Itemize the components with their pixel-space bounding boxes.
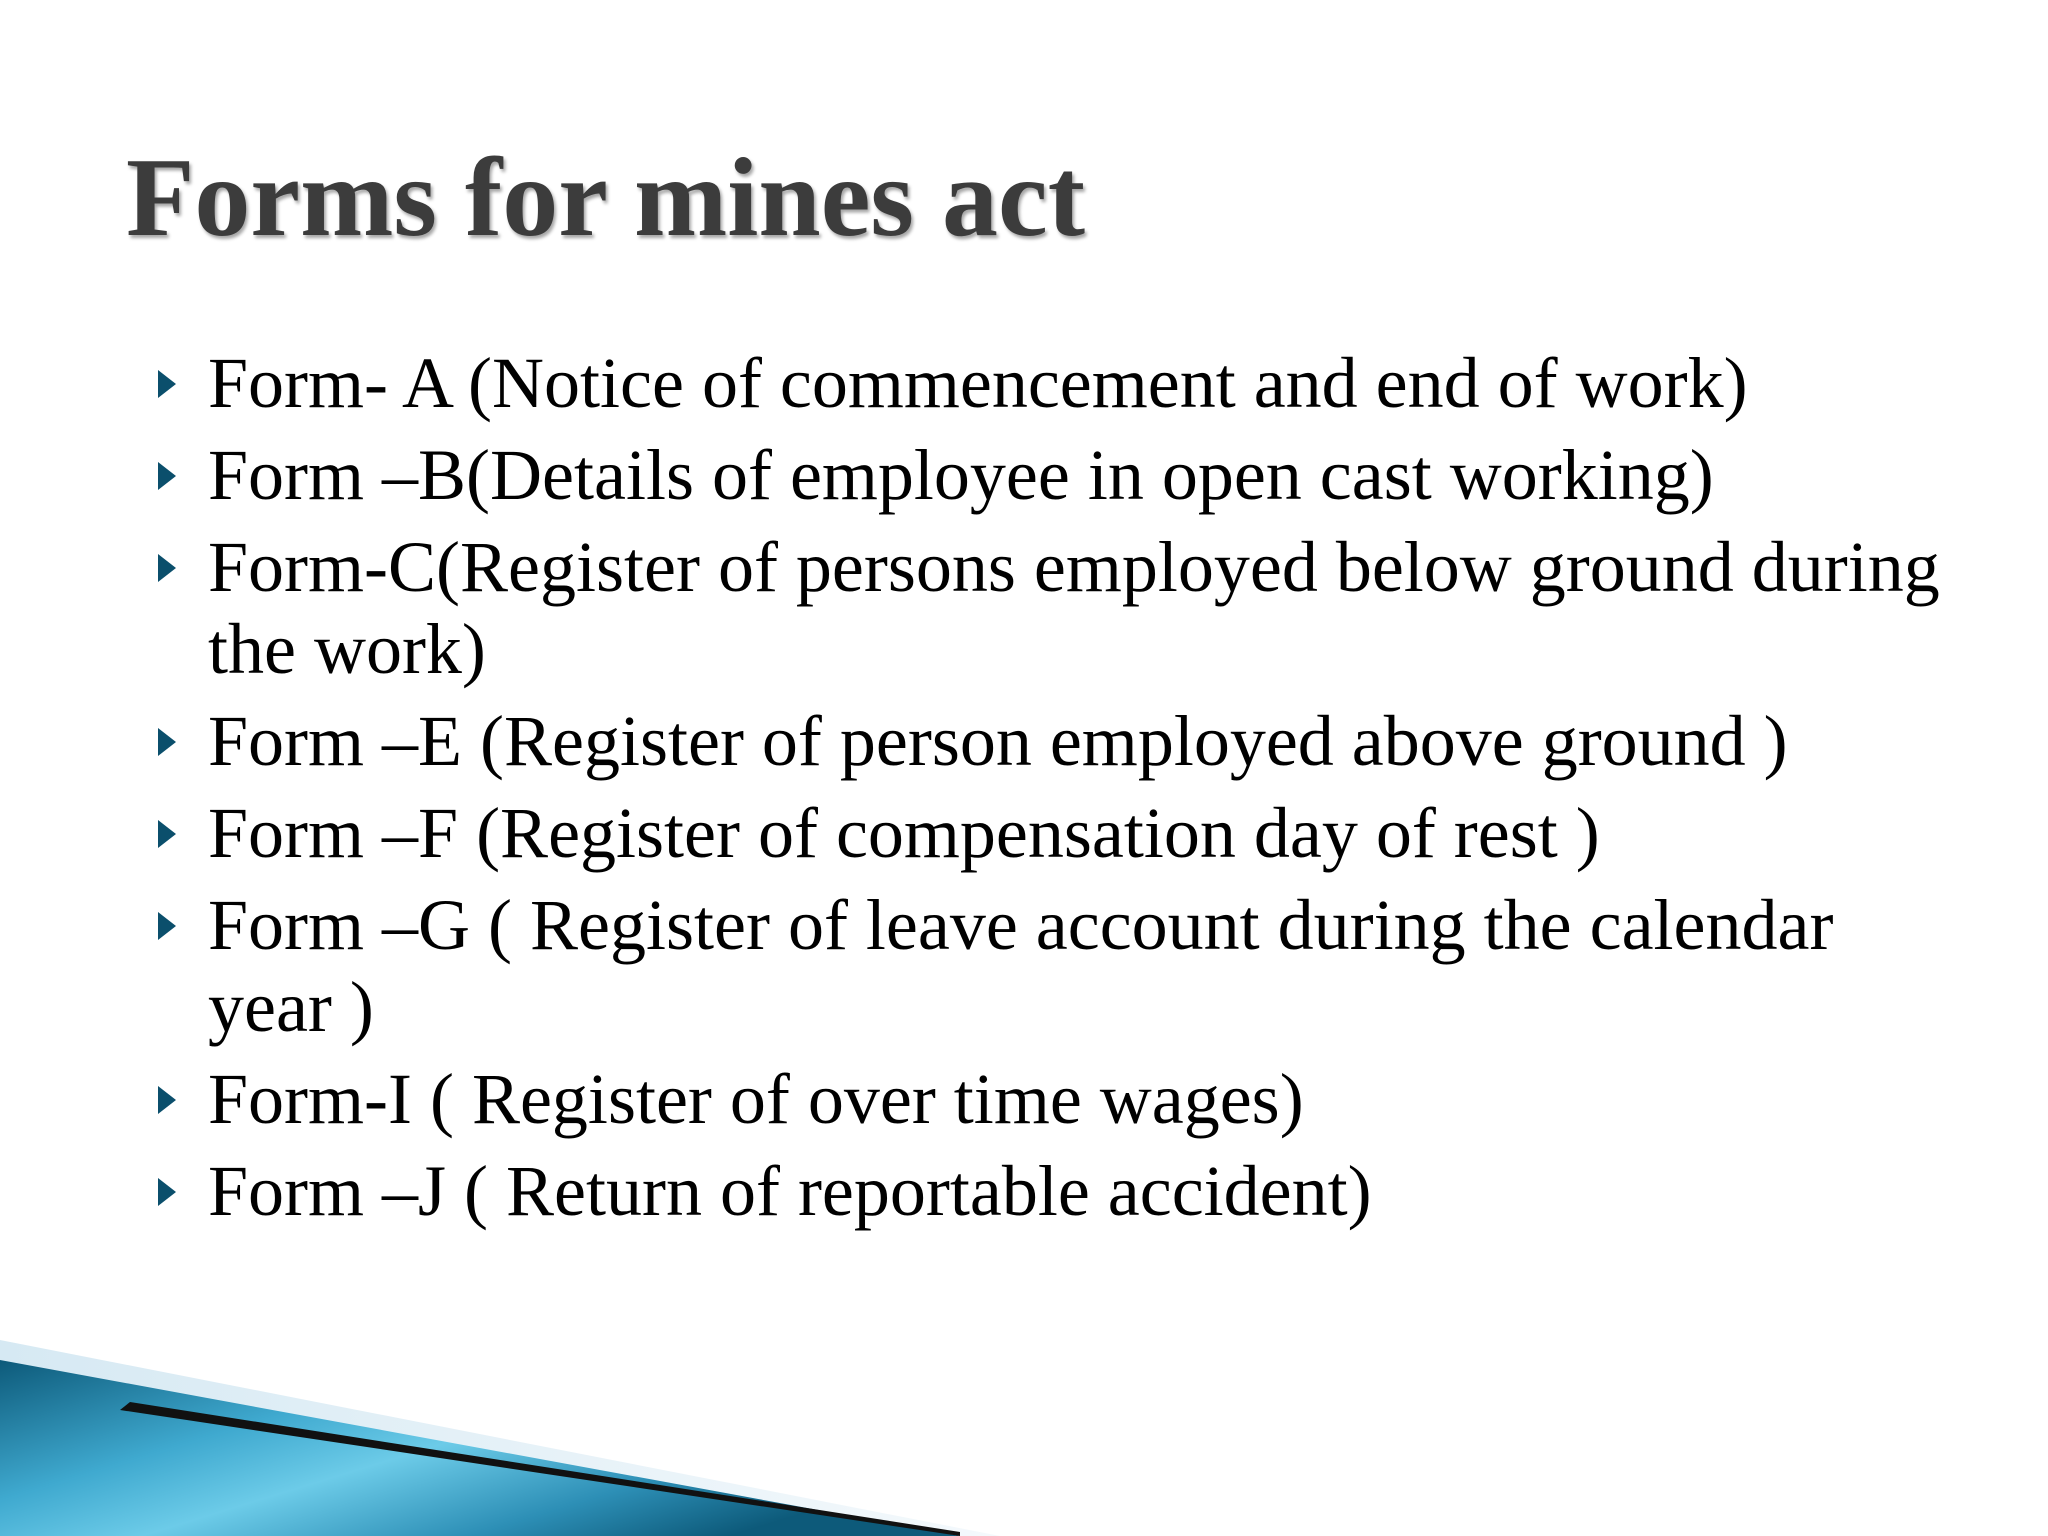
triangle-right-icon [158,728,176,756]
bullet-text: Form –E (Register of person employed above ground ) [208,701,1788,781]
list-item [148,792,1968,874]
bullet-text: Form- A (Notice of commencement and end of work) [208,343,1748,423]
triangle-right-icon [158,554,176,582]
bullet-text: Form –B(Details of employee in open cast working) [208,435,1714,515]
list-item [148,1150,1968,1232]
bullet-text: Form-I ( Register of over time wages) [208,1059,1304,1139]
bullet-text: Form –J ( Return of reportable accident) [208,1151,1372,1231]
bullet-list [148,342,1968,1242]
triangle-right-icon [158,1086,176,1114]
list-item [148,700,1968,782]
triangle-right-icon [158,820,176,848]
bullet-text: Form –F (Register of compensation day of rest ) [208,793,1600,873]
list-item [148,1058,1968,1140]
list-item [148,434,1968,516]
list-item [148,884,1968,1048]
triangle-right-icon [158,1178,176,1206]
triangle-right-icon [158,370,176,398]
slide-title: Forms for mines act [126,136,1085,260]
bullet-text: Form-C(Register of persons employed below ground during the work) [208,527,1940,689]
corner-decoration [0,1300,1000,1536]
list-item [148,342,1968,424]
triangle-right-icon [158,462,176,490]
triangle-right-icon [158,912,176,940]
list-item [148,526,1968,690]
bullet-text: Form –G ( Register of leave account during the calendar year ) [208,885,1834,1047]
